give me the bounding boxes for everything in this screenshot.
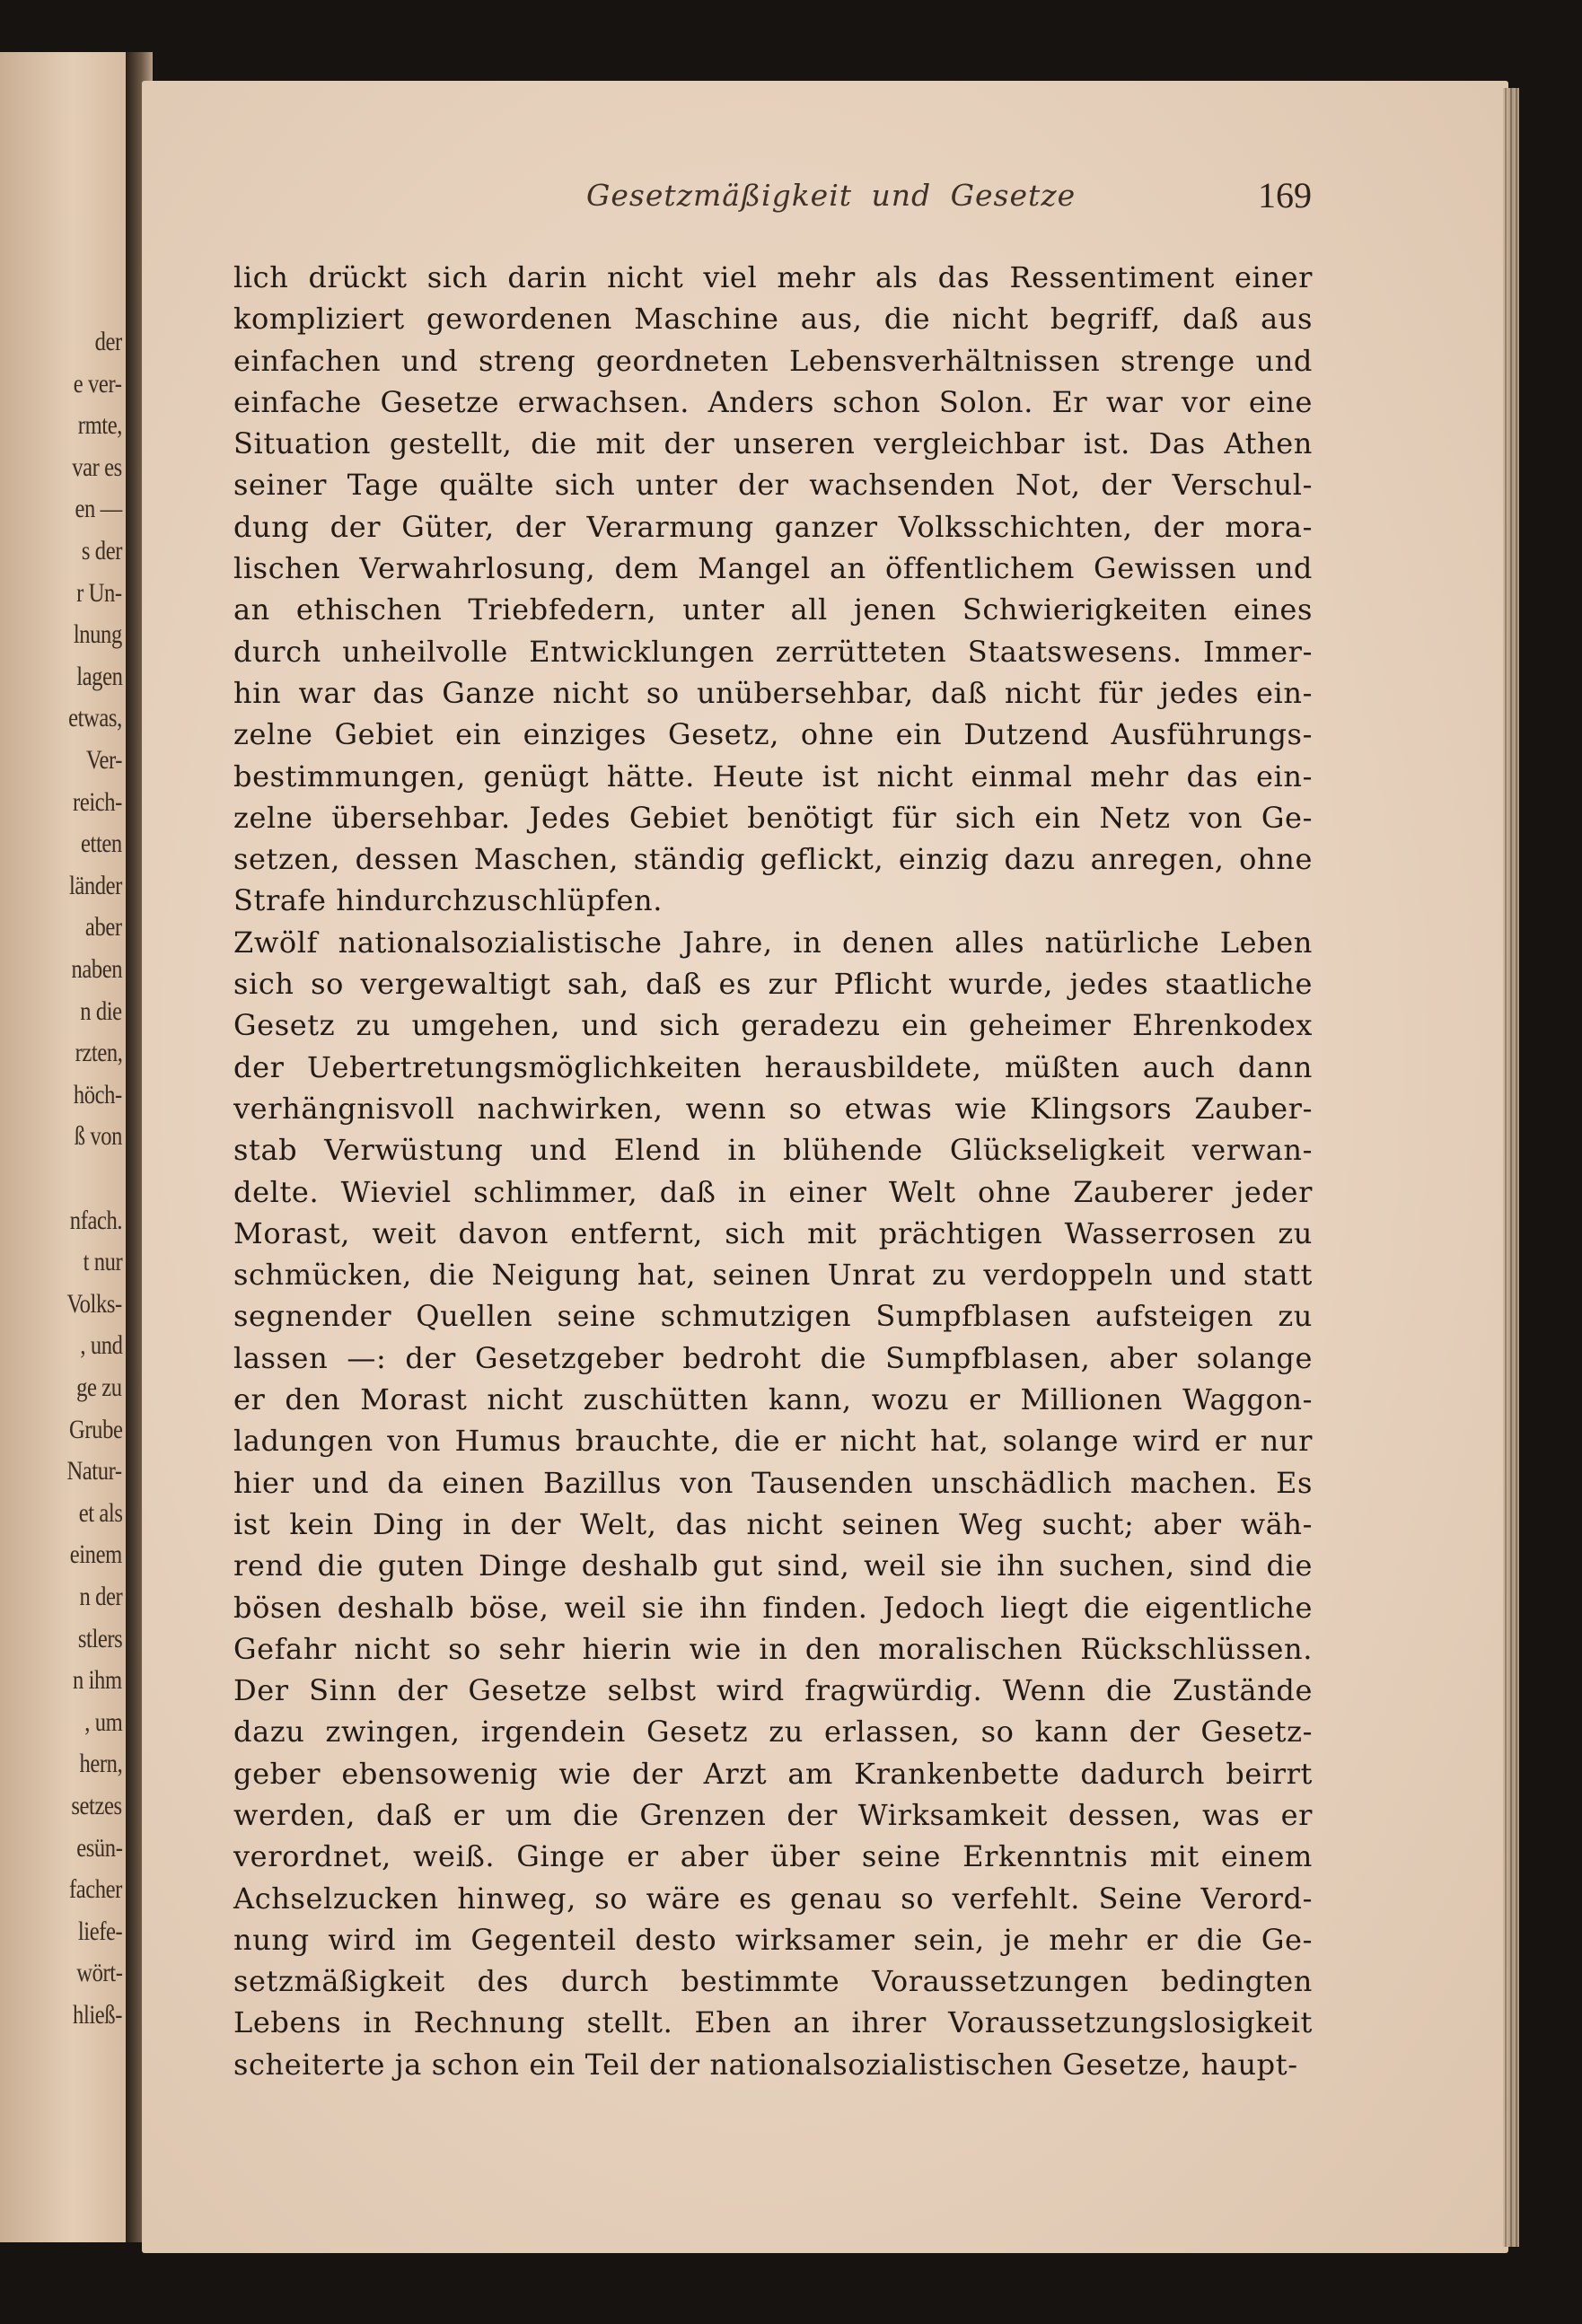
left-page-fragment: länder bbox=[68, 870, 122, 900]
text-line: kompliziert gewordenen Maschine aus, die nicht begriff, daß aus bbox=[233, 302, 1313, 337]
text-line: Zwölf nationalsozialistische Jahre, in denen alles natürliche Leben bbox=[233, 925, 1313, 960]
left-page-fragment: aber bbox=[85, 912, 122, 943]
text-line: dung der Güter, der Verarmung ganzer Volksschichten, der mora- bbox=[233, 509, 1313, 544]
text-line: Achselzucken hinweg, so wäre es genau so verfehlt. Seine Verord- bbox=[233, 1881, 1313, 1916]
text-line: Der Sinn der Gesetze selbst wird fragwürdig. Wenn die Zustände bbox=[233, 1673, 1313, 1708]
left-page-fragment: hern, bbox=[79, 1749, 122, 1779]
text-line: setzmäßigkeit des durch bestimmte Voraussetzungen bedingten bbox=[233, 1964, 1313, 1999]
text-line: zelne übersehbar. Jedes Gebiet benötigt für sich ein Netz von Ge- bbox=[233, 800, 1313, 835]
left-page-fragment: nfach. bbox=[69, 1205, 122, 1235]
left-page-fragment: s der bbox=[81, 536, 122, 566]
left-page-fragment: Volks- bbox=[66, 1288, 122, 1319]
left-page-fragment: lnung bbox=[74, 619, 122, 650]
left-page-fragment: etten bbox=[81, 829, 122, 859]
running-title: Gesetzmäßigkeit und Gesetze bbox=[586, 178, 1077, 213]
left-page-fragment: ge zu bbox=[76, 1372, 122, 1402]
left-page-fragment: rmte, bbox=[77, 410, 122, 441]
left-page-fragment: einem bbox=[69, 1539, 122, 1570]
text-line: bestimmungen, genügt hätte. Heute ist nicht einmal mehr das ein- bbox=[233, 759, 1313, 794]
page-number: 169 bbox=[1258, 175, 1312, 215]
left-page-fragment: t nur bbox=[83, 1247, 122, 1277]
body-text bbox=[233, 257, 1313, 2085]
left-page-fragment: , um bbox=[83, 1706, 122, 1737]
text-line: er den Morast nicht zuschütten kann, wozu er Millionen Waggon- bbox=[233, 1382, 1313, 1417]
left-page-fragment: der bbox=[94, 327, 122, 356]
text-line: werden, daß er um die Grenzen der Wirksamkeit dessen, was er bbox=[233, 1797, 1313, 1832]
left-page-fragment: lagen bbox=[75, 661, 122, 691]
left-page-fragment: stlers bbox=[77, 1623, 122, 1653]
text-line: segnender Quellen seine schmutzigen Sumpfblasen aufsteigen zu bbox=[233, 1299, 1313, 1334]
left-page-fragment: etwas, bbox=[68, 703, 122, 733]
left-page-fragment: Ver- bbox=[85, 745, 122, 775]
left-page-fragment: hließ- bbox=[73, 2000, 122, 2030]
text-line: einfachen und streng geordneten Lebensverhältnissen strenge und bbox=[233, 343, 1313, 378]
text-line: Morast, weit davon entfernt, sich mit prächtigen Wasserrosen zu bbox=[233, 1215, 1313, 1250]
text-line: rend die guten Dinge deshalb gut sind, weil sie ihn suchen, sind die bbox=[233, 1548, 1313, 1583]
text-line: setzen, dessen Maschen, ständig geflickt, einzig dazu anregen, ohne bbox=[233, 842, 1313, 877]
text-line: ladungen von Humus brauchte, die er nicht hat, solange wird er nur bbox=[233, 1424, 1313, 1459]
text-line: geber ebensowenig wie der Arzt am Krankenbette dadurch beirrt bbox=[233, 1756, 1313, 1791]
text-line: delte. Wieviel schlimmer, daß in einer Welt ohne Zauberer jeder bbox=[233, 1174, 1313, 1209]
text-line: scheiterte ja schon ein Teil der nationalsozialistischen Gesetze, haupt- bbox=[233, 2047, 1298, 2082]
text-line: sich so vergewaltigt sah, daß es zur Pflicht wurde, jedes staatliche bbox=[233, 967, 1313, 1002]
text-line: verhängnisvoll nachwirken, wenn so etwas wie Klingsors Zauber- bbox=[233, 1091, 1313, 1126]
page-stack-edge bbox=[1503, 88, 1519, 2247]
left-page-fragment: liefe- bbox=[77, 1916, 122, 1946]
text-line: zelne Gebiet ein einziges Gesetz, ohne ein Dutzend Ausführungs- bbox=[233, 717, 1313, 752]
left-page-fragment: reich- bbox=[73, 786, 122, 817]
left-page-fragment: rzten, bbox=[75, 1038, 122, 1068]
previous-page-edge bbox=[0, 52, 133, 2242]
left-page-fragment: e ver- bbox=[74, 368, 122, 399]
left-page-fragment: Natur- bbox=[66, 1456, 122, 1486]
text-line: einfache Gesetze erwachsen. Anders schon Solon. Er war vor eine bbox=[233, 384, 1313, 419]
text-line: nung wird im Gegenteil desto wirksamer sein, je mehr er die Ge- bbox=[233, 1922, 1313, 1957]
text-line: Gesetz zu umgehen, und sich geradezu ein geheimer Ehrenkodex bbox=[233, 1008, 1313, 1043]
text-line: hin war das Ganze nicht so unübersehbar, daß nicht für jedes ein- bbox=[233, 675, 1313, 710]
text-line: an ethischen Triebfedern, unter all jenen Schwierigkeiten eines bbox=[233, 592, 1313, 627]
text-line: Strafe hindurchzuschlüpfen. bbox=[233, 883, 663, 918]
left-page-fragment: Grube bbox=[68, 1414, 122, 1444]
text-line: schmücken, die Neigung hat, seinen Unrat zu verdoppeln und statt bbox=[233, 1258, 1313, 1293]
text-line: lassen —: der Gesetzgeber bedroht die Sumpfblasen, aber solange bbox=[233, 1340, 1313, 1375]
text-line: Lebens in Rechnung stellt. Eben an ihrer Voraussetzungslosigkeit bbox=[233, 2005, 1313, 2040]
text-line: durch unheilvolle Entwicklungen zerrütteten Staatswesens. Immer- bbox=[233, 634, 1313, 669]
left-page-fragment: et als bbox=[78, 1497, 122, 1528]
text-line: der Uebertretungsmöglichkeiten herausbildete, müßten auch dann bbox=[233, 1049, 1313, 1084]
left-page-fragment: n der bbox=[79, 1582, 122, 1611]
left-page-fragment: r Un- bbox=[76, 577, 122, 608]
left-page-fragment: höch- bbox=[74, 1079, 122, 1109]
left-page-fragment: facher bbox=[69, 1874, 122, 1905]
left-page-fragment: , und bbox=[79, 1330, 122, 1361]
text-line: seiner Tage quälte sich unter der wachsenden Not, der Verschul- bbox=[233, 468, 1313, 503]
left-page-fragment: n ihm bbox=[73, 1665, 122, 1696]
text-line: hier und da einen Bazillus von Tausenden unschädlich machen. Es bbox=[233, 1465, 1313, 1500]
left-page-fragment: n die bbox=[80, 995, 122, 1026]
text-line: dazu zwingen, irgendein Gesetz zu erlassen, so kann der Gesetz- bbox=[233, 1714, 1313, 1750]
left-page-fragment: var es bbox=[72, 452, 122, 482]
text-line: lich drückt sich darin nicht viel mehr als das Ressentiment einer bbox=[233, 260, 1313, 294]
text-line: lischen Verwahrlosung, dem Mangel an öffentlichem Gewissen und bbox=[233, 551, 1313, 586]
left-page-fragment: ß von bbox=[74, 1121, 122, 1152]
text-line: ist kein Ding in der Welt, das nicht seinen Weg sucht; aber wäh- bbox=[233, 1506, 1313, 1541]
text-line: Gefahr nicht so sehr hierin wie in den moralischen Rückschlüssen. bbox=[233, 1631, 1313, 1666]
text-line: stab Verwüstung und Elend in blühende Glückseligkeit verwan- bbox=[233, 1133, 1313, 1168]
left-page-fragment: en — bbox=[75, 494, 122, 524]
text-line: Situation gestellt, die mit der unseren vergleichbar ist. Das Athen bbox=[233, 426, 1313, 461]
left-page-fragment: esün- bbox=[75, 1832, 122, 1863]
left-page-fragment: naben bbox=[71, 954, 122, 984]
left-page-fragment: setzes bbox=[71, 1791, 122, 1820]
text-line: verordnet, weiß. Ginge er aber über seine Erkenntnis mit einem bbox=[233, 1839, 1313, 1874]
left-page-fragment: wört- bbox=[75, 1958, 122, 1988]
text-line: bösen deshalb böse, weil sie ihn finden. Jedoch liegt die eigentliche bbox=[233, 1590, 1313, 1625]
